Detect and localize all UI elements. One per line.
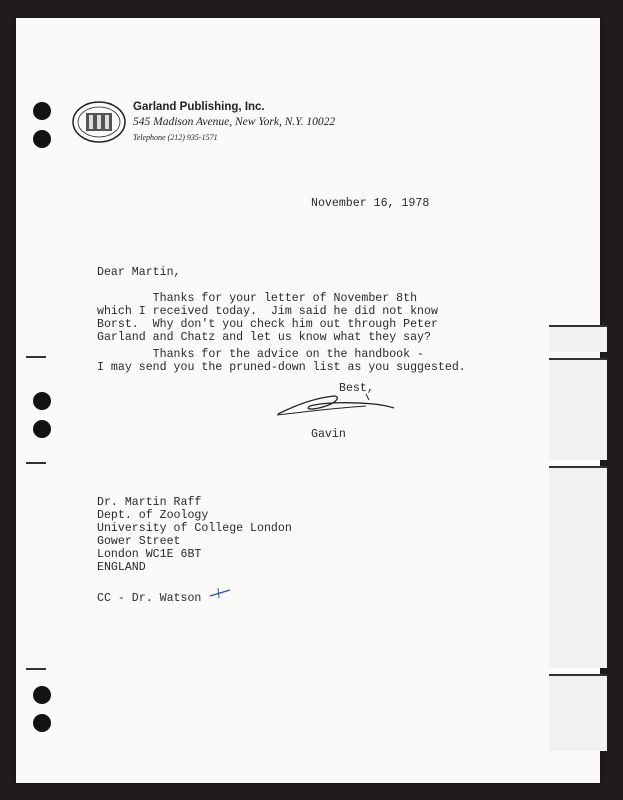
- company-seal-logo: [72, 101, 126, 143]
- address-line: University of College London: [97, 522, 292, 535]
- punch-hole: [33, 686, 51, 704]
- cc-line: CC - Dr. Watson: [97, 592, 202, 605]
- page-edge-strip: [549, 325, 607, 352]
- body-line: Borst. Why don't you check him out through Peter: [97, 318, 438, 331]
- salutation: Dear Martin,: [97, 266, 181, 279]
- address-line: Dr. Martin Raff: [97, 496, 202, 509]
- letter-date: November 16, 1978: [311, 197, 430, 210]
- punch-hole: [33, 102, 51, 120]
- punch-hole: [33, 130, 51, 148]
- page-edge-mark: [26, 668, 46, 670]
- page-edge-strip: [549, 358, 607, 460]
- company-telephone: Telephone (212) 935-1571: [133, 133, 218, 142]
- punch-hole: [33, 392, 51, 410]
- punch-hole: [33, 714, 51, 732]
- address-line: London WC1E 6BT: [97, 548, 202, 561]
- body-line: which I received today. Jim said he did not know: [97, 305, 438, 318]
- page-edge-mark: [26, 462, 46, 464]
- company-name: Garland Publishing, Inc.: [133, 101, 265, 113]
- company-address: 545 Madison Avenue, New York, N.Y. 10022: [133, 116, 336, 128]
- signature-name: Gavin: [311, 428, 346, 441]
- body-line: Thanks for your letter of November 8th: [97, 292, 418, 305]
- address-line: Dept. of Zoology: [97, 509, 209, 522]
- body-line: Thanks for the advice on the handbook -: [97, 348, 424, 361]
- handwritten-signature: [274, 388, 398, 422]
- body-paragraph-2: [97, 348, 466, 374]
- body-paragraph-1: [97, 292, 438, 344]
- recipient-address: [97, 496, 292, 574]
- body-line: I may send you the pruned-down list as you suggested.: [97, 361, 466, 374]
- address-line: Gower Street: [97, 535, 181, 548]
- page-edge-strip: [549, 674, 607, 751]
- body-line: Garland and Chatz and let us know what they say?: [97, 331, 431, 344]
- closing: Best,: [339, 382, 374, 395]
- page-edge-strip: [549, 466, 607, 668]
- punch-hole: [33, 420, 51, 438]
- pen-checkmark: [208, 586, 232, 600]
- page-edge-mark: [26, 356, 46, 358]
- address-line: ENGLAND: [97, 561, 146, 574]
